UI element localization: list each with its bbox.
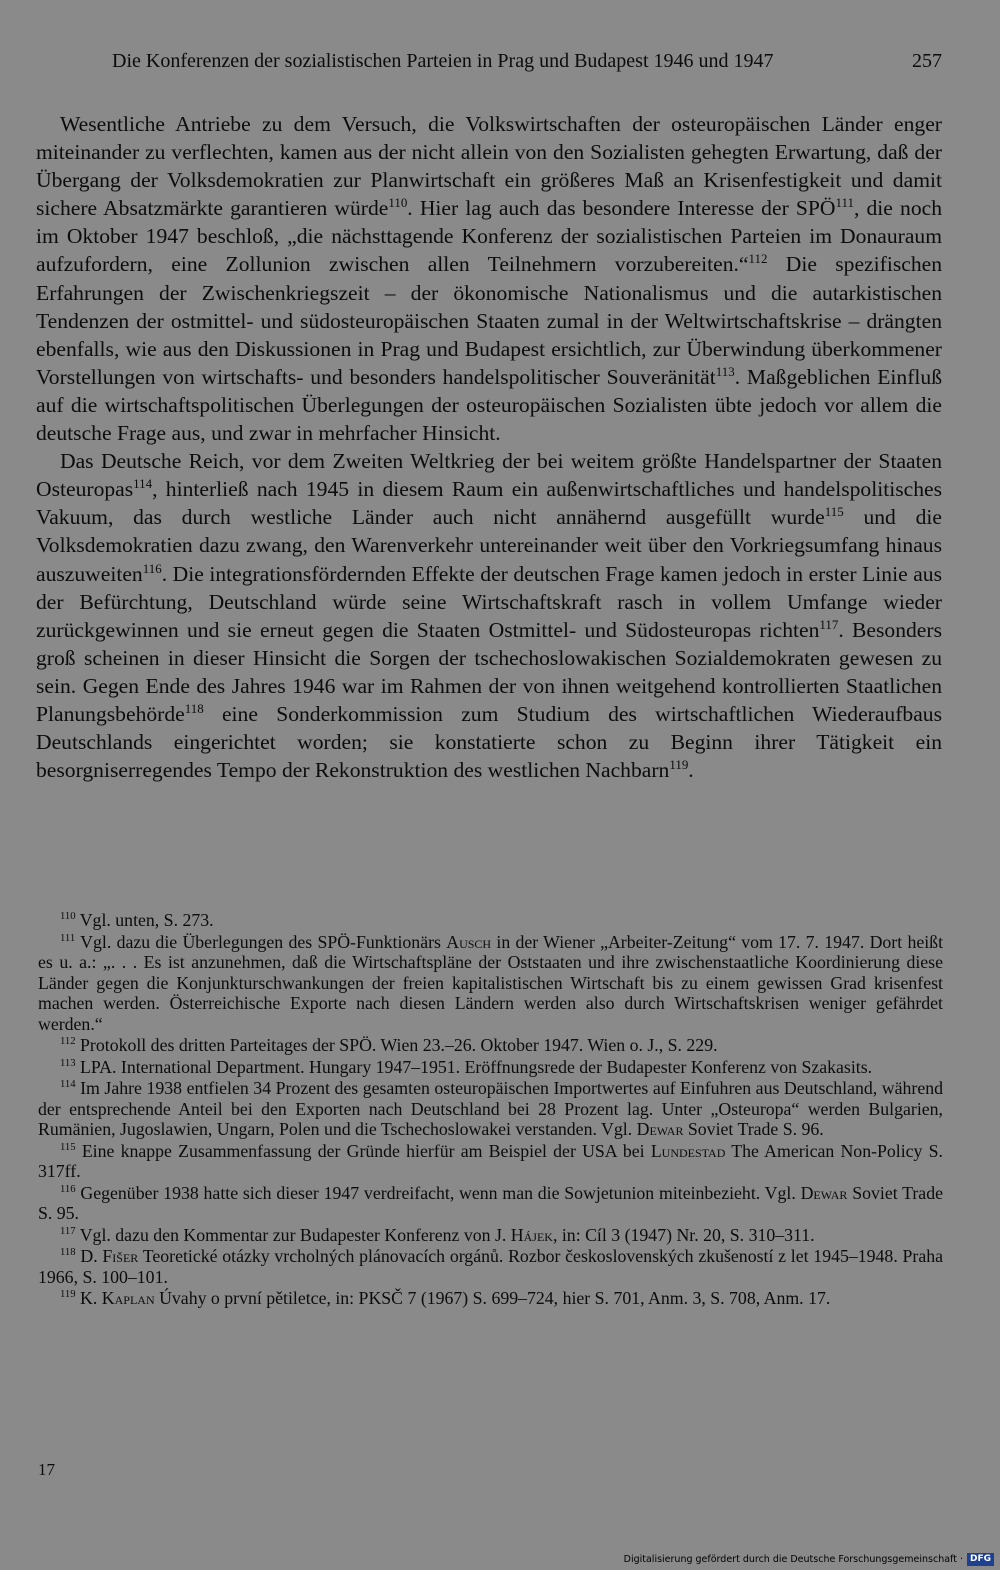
footnote-text: Úvahy o první pětiletce, in: PKSČ 7 (1967) S. 699–724, hier S. 701, Anm. 3, S. 708, Anm. 17. <box>154 1288 831 1308</box>
running-title: Die Konferenzen der sozialistischen Parteien in Prag und Budapest 1946 und 1947 <box>112 50 774 72</box>
author-name: Fišer <box>102 1246 139 1266</box>
text-segment: . <box>688 758 694 783</box>
footnote-text: Vgl. dazu den Kommentar zur Budapester Konferenz von J. <box>79 1224 511 1245</box>
main-text <box>36 110 942 784</box>
footnote-text: in der Wiener „Arbeiter-Zeitung“ vom 17. 7. 1947. Dort heißt es u. a.: „. . . Es ist anzunehmen, daß die Wirtschaftspläne der Oststaaten und ihre zwischenstaatliche Koordinierung diese Länder gegen die Konjunkturschwankungen der freien kapitalistischen Wirtschaft bis zu einem gewissen Grad krisenfest machen werden. Österreichische Exporte nach diesen Ländern werden also durch Wirtschaftskrisen weniger gefährdet werden.“ <box>38 931 944 1034</box>
footnote-text: Soviet Trade S. 95. <box>38 1182 943 1223</box>
signature-mark: 17 <box>38 1460 55 1479</box>
dfg-notice <box>624 1552 994 1566</box>
footnote-ref: 118 <box>184 700 204 716</box>
footnote-number: 116 <box>60 1182 76 1195</box>
text-segment: eine Sonderkommission zum Studium des wirtschaftlichen Wiederaufbaus Deutschlands eingerichtet worden; sie konstatierte schon zu Beginn ihrer Tätigkeit ein besorgniserregendes Tempo der Rekonstruktion des westlichen Nachbarn <box>36 701 942 783</box>
footnotes <box>38 910 943 1310</box>
footnote-number: 110 <box>60 910 76 923</box>
text-segment: . Hier lag auch das besondere Interesse der SPÖ <box>407 196 836 221</box>
footnote-number: 114 <box>60 1078 76 1091</box>
footnote-text: D. <box>80 1246 103 1266</box>
footnote-text: Teoretické otázky vrcholných plánovacích orgánů. Rozbor československých zkušeností z let 1945–1948. Praha 1966, S. 100–101. <box>38 1246 944 1287</box>
footnote-118 <box>38 1246 943 1287</box>
author-name: Ausch <box>446 931 492 952</box>
footnote-number: 118 <box>60 1246 76 1259</box>
footnote-number: 117 <box>60 1224 76 1237</box>
footnote-text: Eine knappe Zusammenfassung der Gründe hierfür am Beispiel der USA bei <box>81 1140 651 1161</box>
footnote-115 <box>38 1141 943 1182</box>
text-segment: Das Deutsche Reich, vor dem Zweiten Weltkrieg der bei weitem größte Handelspartner der Staaten Osteuropas <box>36 449 942 502</box>
paragraph-2 <box>36 447 942 784</box>
footnote-text: LPA. International Department. Hungary 1947–1951. Eröffnungsrede der Budapester Konferenz von Szakasits. <box>80 1056 873 1077</box>
footnote-119 <box>38 1288 943 1309</box>
text-segment: . Die integrationsfördernden Effekte der deutschen Frage kamen jedoch in erster Linie aus der Befürchtung, Deutschland würde seine Wirtschaftskraft rasch in vollem Umfange wieder zurückgewinnen und sie erneut gegen die Staaten Ostmittel- und Südosteuropas richten <box>36 561 942 642</box>
text-segment: , die noch im Oktober 1947 beschloß, „die nächsttagende Konferenz der sozialistischen Parteien im Donauraum aufzufordern, eine Zollunion zwischen allen Teilnehmern vorzubereiten.“ <box>36 196 943 277</box>
footnote-116 <box>38 1183 943 1224</box>
text-segment: . Besonders groß scheinen in dieser Hinsicht die Sorgen der tschechoslowakischen Sozialdemokraten gewesen zu sein. Gegen Ende des Jahres 1946 war im Rahmen der von ihnen weitgehend kontrollierten Staatlichen Planungsbehörde <box>36 617 942 726</box>
paragraph-1 <box>36 110 942 447</box>
footnote-ref: 119 <box>669 756 689 772</box>
author-name: Dewar <box>636 1119 684 1139</box>
footnote-113 <box>38 1057 943 1078</box>
text-segment: . Maßgeblichen Einfluß auf die wirtschaftspolitischen Überlegungen der osteuropäischen Sozialisten übte jedoch vor allem die deutsche Frage aus, und zwar in mehrfacher Hinsicht. <box>36 364 942 446</box>
text-segment: , hinterließ nach 1945 in diesem Raum ein außenwirtschaftliches und handelspolitisches Vakuum, das durch westliche Länder auch nicht annähernd ausgefüllt wurde <box>36 477 942 530</box>
footnote-117 <box>38 1225 943 1246</box>
author-name: Hájek <box>510 1224 553 1245</box>
footnote-text: Protokoll des dritten Parteitages der SPÖ. Wien 23.–26. Oktober 1947. Wien o. J., S. 229. <box>80 1035 718 1055</box>
footnote-111 <box>38 932 943 1035</box>
footnote-number: 111 <box>60 931 76 944</box>
footnote-110 <box>38 910 943 931</box>
footnote-number: 115 <box>60 1140 76 1153</box>
footnote-ref: 110 <box>388 195 408 211</box>
footnote-ref: 111 <box>835 195 854 211</box>
footnote-ref: 117 <box>819 616 839 632</box>
footnote-text: Im Jahre 1938 entfielen 34 Prozent des gesamten osteuropäischen Importwertes auf Einfuhren aus Deutschland, während der entsprechende Anteil bei den Exporten nach Deutschland bei 28 Prozent lag. Unter „Osteuropa“ werden Bulgarien, Rumänien, Jugoslawien, Ungarn, Polen und die Tschechoslowakei verstanden. Vgl. <box>38 1078 943 1139</box>
author-name: Dewar <box>800 1182 848 1203</box>
footnote-text: Soviet Trade S. 96. <box>683 1119 824 1139</box>
author-name: Kaplan <box>101 1288 155 1308</box>
dfg-logo-icon: DFG <box>967 1553 994 1566</box>
footnote-112 <box>38 1035 943 1056</box>
footnote-number: 112 <box>60 1035 76 1048</box>
footnote-ref: 112 <box>748 251 768 267</box>
footnote-114 <box>38 1078 943 1140</box>
footnote-ref: 113 <box>715 363 735 379</box>
author-name: Lundestad <box>650 1140 726 1161</box>
dfg-notice-text: Digitalisierung gefördert durch die Deutsche Forschungsgemeinschaft · <box>623 1553 963 1565</box>
footnote-ref: 116 <box>142 560 162 576</box>
footnote-text: The American Non-Policy S. 317ff. <box>38 1140 943 1181</box>
footnote-ref: 114 <box>133 476 153 492</box>
footnote-text: Gegenüber 1938 hatte sich dieser 1947 verdreifacht, wenn man die Sowjetunion miteinbezieht. Vgl. <box>80 1182 801 1203</box>
footnote-text: Vgl. unten, S. 273. <box>79 910 214 930</box>
footnote-number: 113 <box>60 1056 76 1069</box>
page-number: 257 <box>912 50 942 72</box>
running-header <box>112 50 942 73</box>
footnote-text: , in: Cíl 3 (1947) Nr. 20, S. 310–311. <box>552 1224 815 1245</box>
footnote-ref: 115 <box>824 504 844 520</box>
footnote-number: 119 <box>60 1288 76 1301</box>
footnote-text: K. <box>80 1288 102 1308</box>
text-segment: Die spezifischen Erfahrungen der Zwischenkriegszeit – der ökonomische Nationalismus und die autarkistischen Tendenzen der ostmittel- und südosteuropäischen Staaten zumal in der Weltwirtschaftskrise – drängten ebenfalls, wie aus den Diskussionen in Prag und Budapest ersichtlich, zur Überwindung überkommener Vorstellungen von wirtschafts- und besonders handelspolitischer Souveränität <box>36 252 942 389</box>
text-segment: und die Volksdemokratien dazu zwang, den Warenverkehr untereinander weit über den Vorkriegsumfang hinaus auszuweiten <box>36 505 942 586</box>
footnote-text: Vgl. dazu die Überlegungen des SPÖ-Funktionärs <box>80 931 447 952</box>
text-segment: Wesentliche Antriebe zu dem Versuch, die Volkswirtschaften der osteuropäischen Länder enger miteinander zu verflechten, kamen aus der nicht allein von den Sozialisten gehegten Erwartung, daß der Übergang der Volksdemokratien zur Planwirtschaft ein größeres Maß an Krisenfestigkeit und damit sichere Absatzmärkte garantieren würde <box>36 112 942 221</box>
